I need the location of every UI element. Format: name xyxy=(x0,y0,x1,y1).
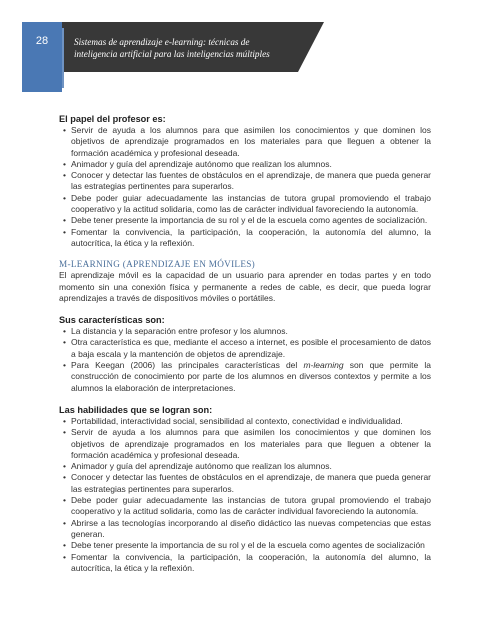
mlearning-term: m-learning xyxy=(303,360,344,371)
list-item: • Debe tener presente la importancia de su rol y el de la escuela como agentes de socialización xyxy=(71,540,431,551)
characteristics-list xyxy=(59,326,431,394)
heading-characteristics: Sus características son: xyxy=(59,315,165,326)
list-item: • Conocer y detectar las fuentes de obstáculos en el aprendizaje, de manera que pueda generar las estrategias pertinentes para superarlos. xyxy=(71,472,431,495)
teacher-role-list xyxy=(59,125,431,249)
list-item: • Debe poder guiar adecuadamente las instancias de tutora grupal promoviendo el trabajo cooperativo y la actitud solidaria, como las de carácter individual favoreciendo la autonomía. xyxy=(71,495,431,518)
page-number: 28 xyxy=(35,35,49,47)
page-number-tab xyxy=(22,22,62,92)
list-item xyxy=(71,360,431,394)
list-item-text: son que permite la construcción de conocimiento por parte de los alumnos en diversos contextos y permite a los alumnos la elaboración de interpretaciones. xyxy=(71,360,431,393)
list-item: • Portabilidad, interactividad social, sensibilidad al contexto, conectividad e individualidad. xyxy=(71,416,431,427)
heading-skills: Las habilidades que se logran son: xyxy=(59,404,213,415)
running-header-line-2: inteligencia artificial para las inteligencias múltiples xyxy=(74,49,270,59)
list-item: • Fomentar la convivencia, la participación, la cooperación, la autonomía del alumno, la autocrítica, la ética y la reflexión. xyxy=(71,227,431,250)
list-item: • Servir de ayuda a los alumnos para que asimilen los conocimientos y que dominen los objetivos de aprendizaje programados en los materiales para que lleguen a obtener la formación académica y profesional deseada. xyxy=(71,427,431,461)
list-item: • Animador y guía del aprendizaje autónomo que realizan los alumnos. xyxy=(71,159,431,170)
skills-list xyxy=(59,416,431,574)
section-title-mlearning: M-LEARNING (APRENDIZAJE EN MÓVILES) xyxy=(59,259,256,270)
mlearning-paragraph: El aprendizaje móvil es la capacidad de un usuario para aprender en todas partes y en todo momento sin una conexión física y permanente a redes de cable, es decir, que pueda lograr aprendizajes a través de dispositivos móviles o portátiles. xyxy=(59,270,431,303)
body-text xyxy=(59,113,431,574)
list-item: • Otra característica es que, mediante el acceso a internet, es posible el procesamiento de datos a baja escala y la mantención de objetos de aprendizaje. xyxy=(71,337,431,360)
list-item: • Servir de ayuda a los alumnos para que asimilen los conocimientos y que dominen los objetivos de aprendizaje programados en los materiales para que lleguen a obtener la formación académica y profesional deseada. xyxy=(71,125,431,159)
list-item: • Debe poder guiar adecuadamente las instancias de tutora grupal promoviendo el trabajo cooperativo y la actitud solidaria, como las de carácter individual favoreciendo la autonomía. xyxy=(71,193,431,216)
running-header-line-1: Sistemas de aprendizaje e-learning: técnicas de xyxy=(74,37,250,47)
list-item: • Conocer y detectar las fuentes de obstáculos en el aprendizaje, de manera que pueda generar las estrategias pertinentes para superarlos. xyxy=(71,170,431,193)
list-item: • La distancia y la separación entre profesor y los alumnos. xyxy=(71,326,431,337)
list-item: • Fomentar la convivencia, la participación, la cooperación, la autonomía del alumno, la autocrítica, la ética y la reflexión. xyxy=(71,552,431,575)
list-item: • Animador y guía del aprendizaje autónomo que realizan los alumnos. xyxy=(71,461,431,472)
heading-teacher-role: El papel del profesor es: xyxy=(59,114,166,124)
list-item: • Abrirse a las tecnologías incorporando al diseño didáctico las nuevas competencias que estas generan. xyxy=(71,518,431,541)
list-item: • Debe tener presente la importancia de su rol y el de la escuela como agentes de socialización. xyxy=(71,215,431,226)
list-item-text: Para Keegan (2006) las principales características del xyxy=(71,360,304,371)
